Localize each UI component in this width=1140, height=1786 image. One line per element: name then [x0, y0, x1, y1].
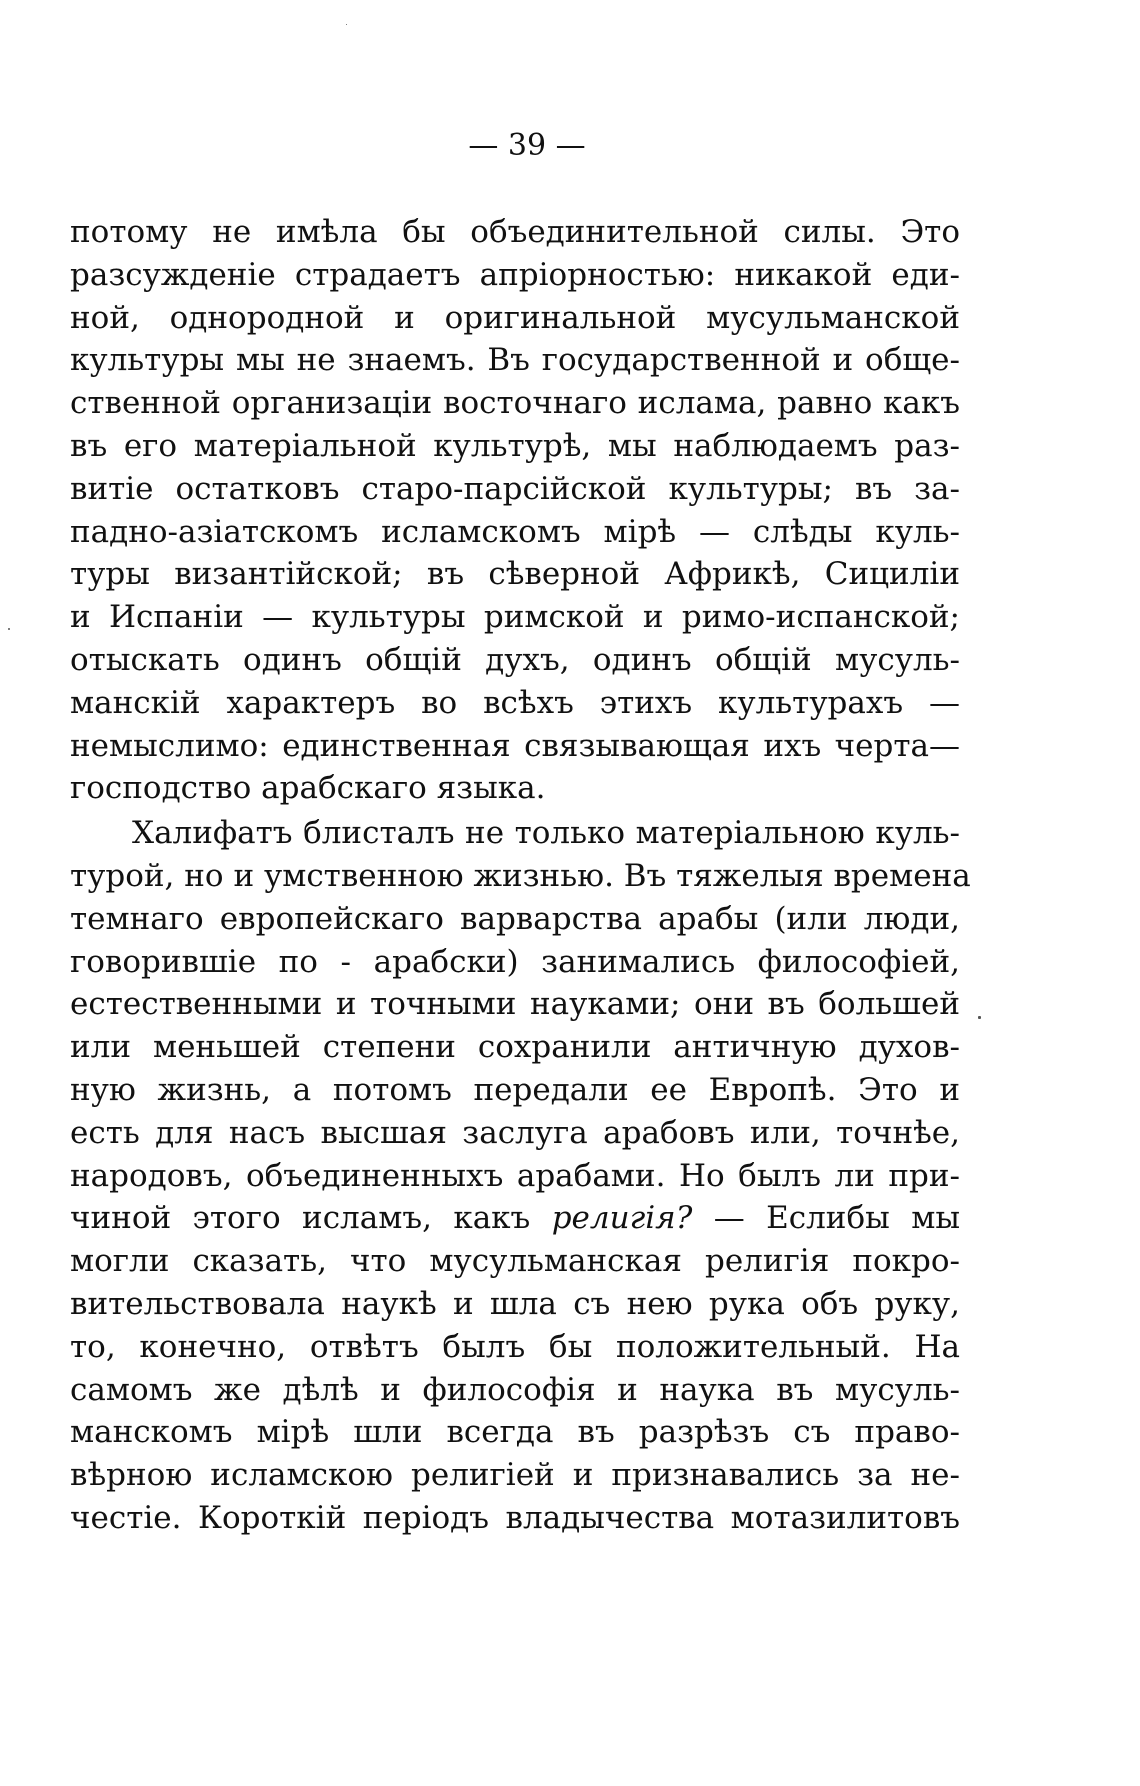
- text-line: витіе остатковъ старо-парсійской культуры; въ за-: [70, 470, 960, 507]
- paragraph: [70, 812, 971, 1540]
- text-line: честіе. Короткій періодъ владычества мотазилитовъ: [70, 1499, 960, 1536]
- text-line: естественными и точными науками; они въ большей: [70, 986, 960, 1023]
- text-line: турой, но и умственною жизнью. Въ тяжелыя времена: [70, 857, 971, 894]
- text-line: падно-азіатскомъ исламскомъ мірѣ — слѣды куль-: [70, 513, 960, 550]
- text-line: господство арабскаго языка.: [70, 770, 546, 807]
- text-line: манскій характеръ во всѣхъ этихъ культурахъ —: [70, 684, 960, 721]
- text-line-with-emphasis: [70, 1197, 960, 1240]
- paragraph: [70, 211, 960, 810]
- text-line: могли сказать, что мусульманская религія покро-: [70, 1243, 960, 1280]
- text-line: вѣрною исламскою религіей и признавались за не-: [70, 1457, 960, 1494]
- text-line: потому не имѣла бы объединительной силы. Это: [70, 214, 960, 250]
- text-line: разсужденіе страдаетъ апріорностью: никакой еди-: [70, 256, 960, 293]
- text-line: то, конечно, отвѣтъ былъ бы положительный. На: [70, 1328, 960, 1365]
- scan-speck: [346, 24, 347, 25]
- text-line: есть для насъ высшая заслуга арабовъ или, точнѣе,: [70, 1114, 960, 1151]
- scan-speck: [978, 1016, 981, 1019]
- text-line: Халифатъ блисталъ не только матеріальною куль-: [132, 815, 960, 852]
- text-line: культуры мы не знаемъ. Въ государственной и обще-: [70, 342, 960, 379]
- text-line: говорившіе по - арабски) занимались философіей,: [70, 943, 960, 980]
- text-line: ную жизнь, а потомъ передали ее Европѣ. Это и: [70, 1071, 960, 1108]
- text-line: и Испаніи — культуры римской и римо-испанской;: [70, 599, 960, 636]
- text-line: темнаго европейскаго варварства арабы (или люди,: [70, 900, 960, 937]
- text-line: ной, однородной и оригинальной мусульманской: [70, 299, 960, 336]
- text-run: чиной этого исламъ, какъ: [70, 1200, 531, 1237]
- text-run: — Еслибы мы: [692, 1200, 960, 1237]
- text-line: вительствовала наукѣ и шла съ нею рука объ руку,: [70, 1285, 960, 1322]
- text-line: немыслимо: единственная связывающая ихъ черта—: [70, 727, 960, 764]
- body-text: [70, 211, 971, 1540]
- text-line: манскомъ мірѣ шли всегда въ разрѣзъ съ право-: [70, 1414, 960, 1451]
- text-line: или меньшей степени сохранили античную духов-: [70, 1029, 960, 1066]
- page-number: — 39 —: [468, 128, 586, 163]
- text-line: ственной организаціи восточнаго ислама, равно какъ: [70, 385, 960, 422]
- text-line: въ его матеріальной культурѣ, мы наблюдаемъ раз-: [70, 427, 960, 464]
- scan-speck: [8, 628, 10, 630]
- text-line: туры византійской; въ сѣверной Африкѣ, Сициліи: [70, 556, 960, 593]
- text-line: народовъ, объединенныхъ арабами. Но былъ ли при-: [70, 1157, 960, 1194]
- text-line: самомъ же дѣлѣ и философія и наука въ мусуль-: [70, 1371, 960, 1408]
- text-line: отыскать одинъ общій духъ, одинъ общій мусуль-: [70, 641, 960, 678]
- italic-run: религія?: [551, 1200, 693, 1237]
